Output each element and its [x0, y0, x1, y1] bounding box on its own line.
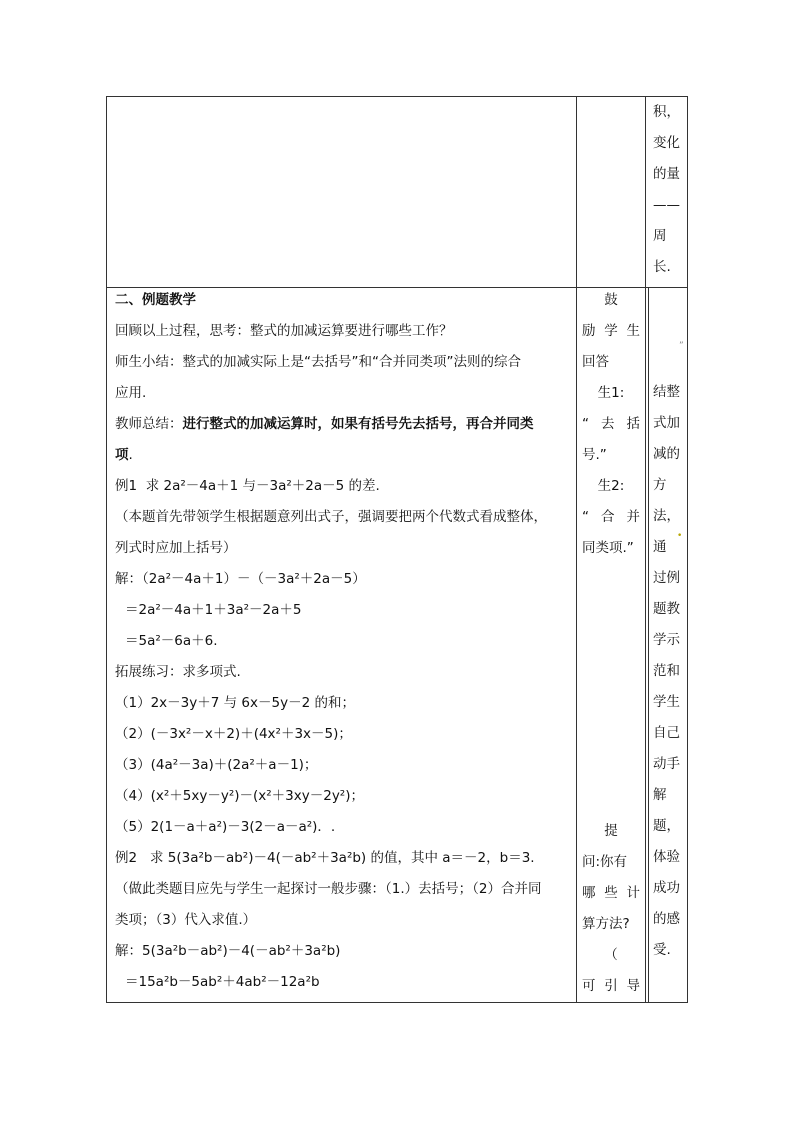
intent-line: 题，: [653, 818, 680, 834]
top-row-note: [653, 97, 683, 283]
solution-line: ＝2a²－4a＋1＋3a²－2a＋5: [125, 602, 302, 618]
practice-item: （5）2(1－a＋a²)－3(2－a－a²)．.: [115, 819, 336, 835]
example-1: [115, 471, 571, 502]
activity-line: “合并: [582, 509, 640, 525]
practice-item: （3）(4a²－3a)＋(2a²＋a－1)；: [115, 757, 318, 773]
example-note: （本题首先带领学生根据题意列出式子，强调要把两个代数式看成整体，: [115, 509, 547, 525]
example-label: 例2: [115, 850, 138, 866]
intent-line: 成功: [653, 880, 680, 896]
example-note: 列式时应加上括号）: [115, 540, 237, 556]
intent-line: 法，: [653, 508, 680, 524]
intent-line: 解: [653, 787, 667, 803]
stray-mark: •: [677, 531, 683, 541]
activity-line: 鼓: [604, 292, 618, 308]
prompt-line: 哪些计: [582, 885, 640, 901]
section-heading: 二、例题教学: [115, 292, 196, 308]
teacher-summary: [115, 409, 571, 440]
example-note: 类项；（3）代入求值.）: [115, 912, 257, 928]
prompt-line: 问:你有: [582, 854, 628, 870]
example-text: 求 5(3a²b－ab²)－4(－ab²＋3a²b) 的值，其中 a＝－2，b＝3.: [149, 850, 535, 866]
example-note: （做此类题目应先与学生一起探讨一般步骤：（1.）去括号；（2）合并同: [115, 881, 542, 897]
activity-line: 回答: [582, 354, 609, 370]
solution-line: ＝5a²－6a＋6.: [125, 633, 218, 649]
summary-line: 应用.: [115, 385, 147, 401]
teacher-rule: 进行整式的加减运算时，如果有括号先去括号，再合并同类: [182, 416, 534, 432]
intent-line: 减的: [653, 446, 680, 462]
activity-line: 同类项.”: [582, 540, 634, 556]
practice-title: 拓展练习：求多项式.: [115, 664, 241, 680]
prompt-line: 提: [604, 823, 618, 839]
intent-line: 结整: [653, 384, 680, 400]
intent-line: 通: [653, 539, 667, 555]
prompt-line: 算方法?: [582, 916, 630, 932]
note-line: 的量: [653, 166, 680, 182]
stray-mark: ”: [679, 341, 684, 351]
intent-line: 的感: [653, 911, 680, 927]
intent-line: 过例: [653, 570, 680, 586]
activity-line: “去括: [582, 416, 640, 432]
intent-line: 学生: [653, 694, 680, 710]
activity-line: 号.”: [582, 447, 607, 463]
example-2: [115, 843, 571, 874]
solution-line: 解：5(3a²b－ab²)－4(－ab²＋3a²b): [115, 943, 341, 959]
practice-item: （4）(x²＋5xy－y²)－(x²＋3xy－2y²)；: [115, 788, 364, 804]
student-activity: [582, 285, 640, 564]
practice-item: （2）(－3x²－x＋2)＋(4x²＋3x－5)；: [115, 726, 352, 742]
teacher-summary-cont: [115, 440, 571, 471]
teacher-prompt: [582, 816, 640, 1002]
intent-line: 动手: [653, 756, 680, 772]
note-line: 变化: [653, 135, 680, 151]
solution-line: 解：（2a²－4a＋1）－（－3a²＋2a－5）: [115, 571, 366, 587]
intent-line: 受.: [653, 942, 671, 958]
note-line: 周: [653, 228, 667, 244]
design-intent: [653, 377, 683, 966]
column-divider-2: [645, 97, 646, 1002]
activity-line: 生1:: [597, 385, 625, 401]
intent-line: 方: [653, 477, 667, 493]
practice-item: （1）2x－3y＋7 与 6x－5y－2 的和；: [115, 695, 355, 711]
note-line: 长.: [653, 259, 671, 275]
prompt-line: 可引导: [582, 978, 640, 994]
intent-line: 学示: [653, 632, 680, 648]
intent-line: 范和: [653, 663, 680, 679]
example-label: 例1: [115, 478, 138, 494]
teaching-content: [115, 285, 571, 998]
teacher-rule: 项: [115, 447, 129, 463]
column-divider-1: [576, 97, 577, 1002]
intent-line: 式加: [653, 415, 680, 431]
lesson-table: [106, 96, 688, 1003]
intent-line: 自己: [653, 725, 680, 741]
note-line: ——: [653, 197, 680, 213]
review-question: 回顾以上过程，思考：整式的加减运算要进行哪些工作？: [115, 323, 453, 339]
column-divider-3: [648, 287, 649, 1002]
teacher-label: 教师总结：: [115, 416, 183, 432]
prompt-line: （: [604, 947, 618, 963]
intent-line: 体验: [653, 849, 680, 865]
note-line: 积，: [653, 104, 680, 120]
activity-line: 励学生: [582, 323, 640, 339]
teacher-rule-end: .: [128, 447, 133, 463]
example-text: 求 2a²－4a＋1 与－3a²＋2a－5 的差.: [145, 478, 380, 494]
activity-line: 生2:: [597, 478, 625, 494]
solution-line: ＝15a²b－5ab²＋4ab²－12a²b: [125, 974, 320, 990]
intent-line: 题教: [653, 601, 680, 617]
summary-line: 师生小结：整式的加减实际上是“去括号”和“合并同类项”法则的综合: [115, 354, 521, 370]
